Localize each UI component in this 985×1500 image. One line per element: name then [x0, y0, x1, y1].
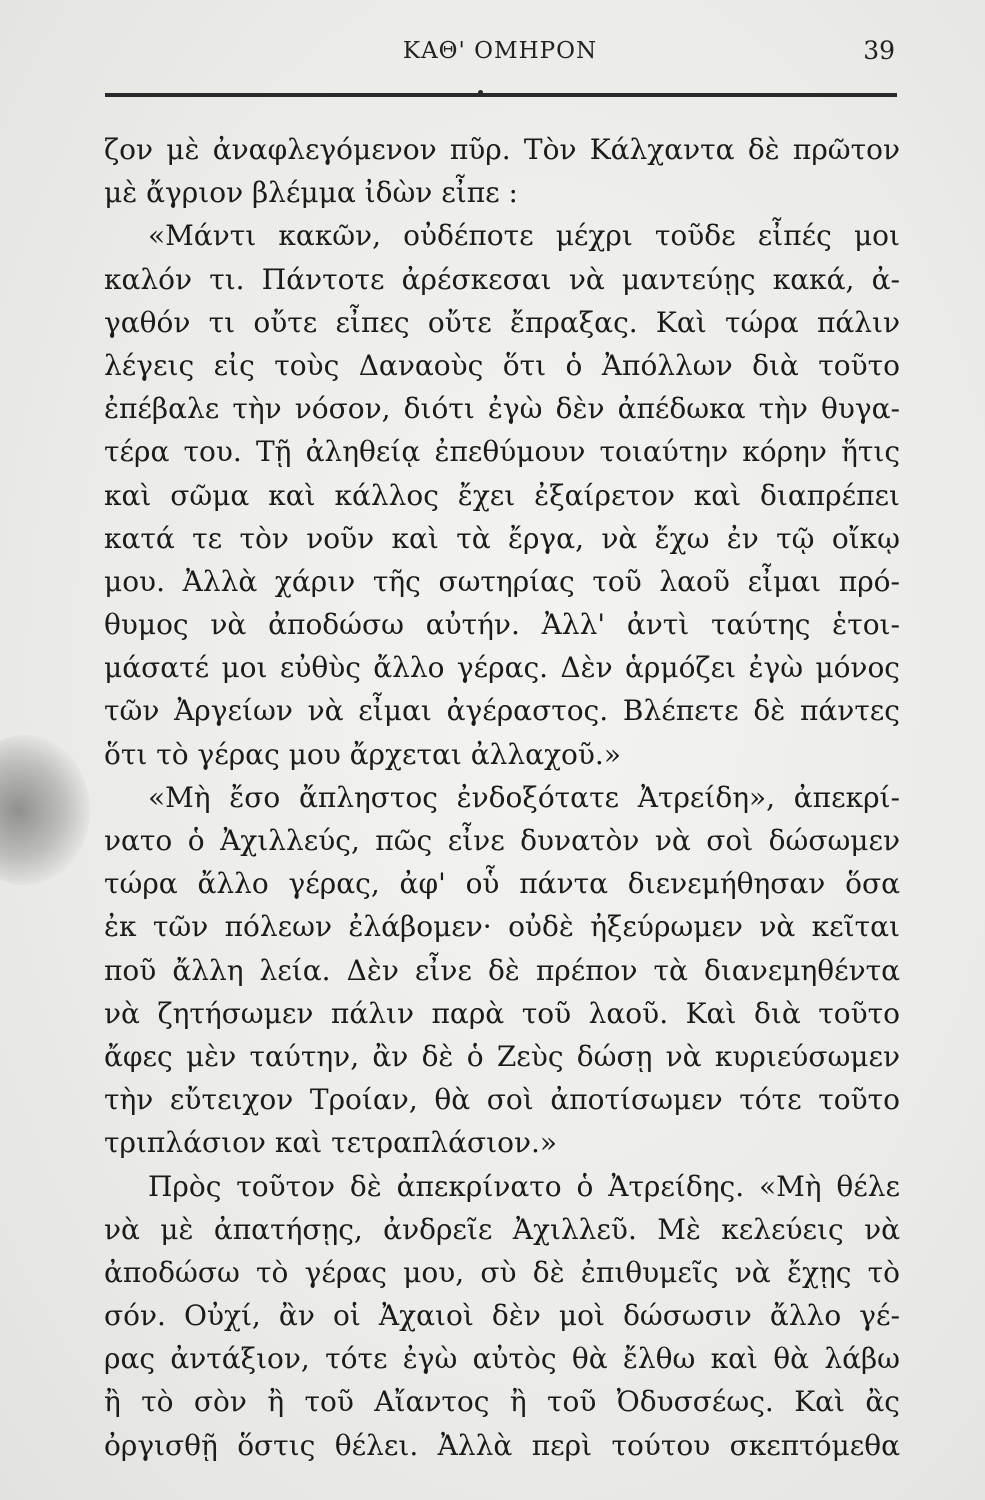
text-line: ζον μὲ ἀναφλεγόμενον πῦρ. Τὸν Κάλχαντα δὲ πρῶτον [104, 133, 900, 166]
text-line: ὅτι τὸ γέρας μου ἄρχεται ἀλλαχοῦ.» [104, 737, 621, 771]
text-line: ἄφες μὲν ταύτην, ἂν δὲ ὁ Ζεὺς δώσῃ νὰ κυριεύσωμεν [104, 1039, 900, 1073]
text-line: «Μάντι κακῶν, οὐδέποτε μέχρι τοῦδε εἶπές μοι [148, 219, 900, 253]
text-line: νατο ὁ Ἀχιλλεύς, πῶς εἶνε δυνατὸν νὰ σοὶ δώσωμεν [104, 824, 900, 857]
text-line: ἢ τὸ σὸν ἢ τοῦ Αἴαντος ἢ τοῦ Ὀδυσσέως. Καὶ ἂς [104, 1385, 900, 1419]
text-line: ἐπέβαλε τὴν νόσον, διότι ἐγὼ δὲν ἀπέδωκα τὴν θυγα- [104, 392, 900, 426]
text-line: ἀποδώσω τὸ γέρας μου, σὺ δὲ ἐπιθυμεῖς νὰ ἔχῃς τὸ [104, 1255, 900, 1289]
text-line: νὰ μὲ ἀπατήσῃς, ἀνδρεῖε Ἀχιλλεῦ. Μὲ κελεύεις νὰ [104, 1212, 900, 1246]
paper-stain [0, 735, 90, 885]
text-line: ἐκ τῶν πόλεων ἐλάβομεν· οὐδὲ ἠξεύρωμεν νὰ κεῖται [104, 910, 900, 944]
text-line: καὶ σῶμα καὶ κάλλος ἔχει ἐξαίρετον καὶ διαπρέπει [104, 478, 900, 512]
text-line: ποῦ ἄλλη λεία. Δὲν εἶνε δὲ πρέπον τὰ διανεμηθέντα [104, 953, 900, 987]
text-line: Πρὸς τοῦτον δὲ ἀπεκρίνατο ὁ Ἀτρείδης. «Μὴ θέλε [148, 1169, 900, 1203]
text-line: λέγεις εἰς τοὺς Δαναοὺς ὅτι ὁ Ἀπόλλων διὰ τοῦτο [104, 348, 900, 382]
text-line: τῶν Ἀργείων νὰ εἶμαι ἀγέραστος. Βλέπετε δὲ πάντες [104, 694, 900, 728]
text-line: ὀργισθῇ ὅστις θέλει. Ἀλλὰ περὶ τούτου σκεπτόμεθα [104, 1428, 900, 1462]
text-line: θυμος νὰ ἀποδώσω αὐτήν. Ἀλλ' ἀντὶ ταύτης ἑτοι- [104, 608, 900, 642]
text-line: μου. Ἀλλὰ χάριν τῆς σωτηρίας τοῦ λαοῦ εἶμαι πρό- [104, 564, 900, 598]
text-line: τριπλάσιον καὶ τετραπλάσιον.» [104, 1126, 558, 1160]
page-number: 39 [863, 36, 895, 65]
text-line: τώρα ἄλλο γέρας, ἀφ' οὗ πάντα διενεμήθησαν ὅσα [104, 867, 900, 901]
text-line: καλόν τι. Πάντοτε ἀρέσκεσαι νὰ μαντεύῃς κακά, ἀ- [104, 262, 900, 296]
text-line: μάσατέ μοι εὐθὺς ἄλλο γέρας. Δὲν ἁρμόζει ἐγὼ μόνος [104, 651, 900, 685]
text-line: τέρα του. Τῇ ἀληθείᾳ ἐπεθύμουν τοιαύτην κόρην ἥτις [104, 435, 900, 469]
text-line: ρας ἀντάξιον, τότε ἐγὼ αὐτὸς θὰ ἔλθω καὶ θὰ λάβω [104, 1342, 900, 1376]
text-line: σόν. Οὐχί, ἂν οἱ Ἀχαιοὶ δὲν μοὶ δώσωσιν ἄλλο γέ- [104, 1299, 900, 1333]
text-line: «Μὴ ἔσο ἄπληστος ἐνδοξότατε Ἀτρείδη», ἀπεκρί- [148, 780, 900, 814]
text-line: νὰ ζητήσωμεν πάλιν παρὰ τοῦ λαοῦ. Καὶ διὰ τοῦτο [104, 996, 900, 1030]
page-header [105, 30, 895, 80]
header-rule [105, 93, 897, 97]
text-line: τὴν εὔτειχον Τροίαν, θὰ σοὶ ἀποτίσωμεν τότε τοῦτο [104, 1083, 900, 1117]
text-line: κατά τε τὸν νοῦν καὶ τὰ ἔργα, νὰ ἔχω ἐν τῷ οἴκῳ [104, 521, 900, 555]
body-text [104, 128, 900, 1467]
text-line: μὲ ἄγριον βλέμμα ἰδὼν εἶπε : [104, 176, 518, 210]
header-rule-dot [478, 90, 483, 95]
text-line: γαθόν τι οὔτε εἶπες οὔτε ἔπραξας. Καὶ τώρα πάλιν [104, 305, 900, 339]
running-title: ΚΑΘ' ΟΜΗΡΟΝ [402, 38, 598, 64]
